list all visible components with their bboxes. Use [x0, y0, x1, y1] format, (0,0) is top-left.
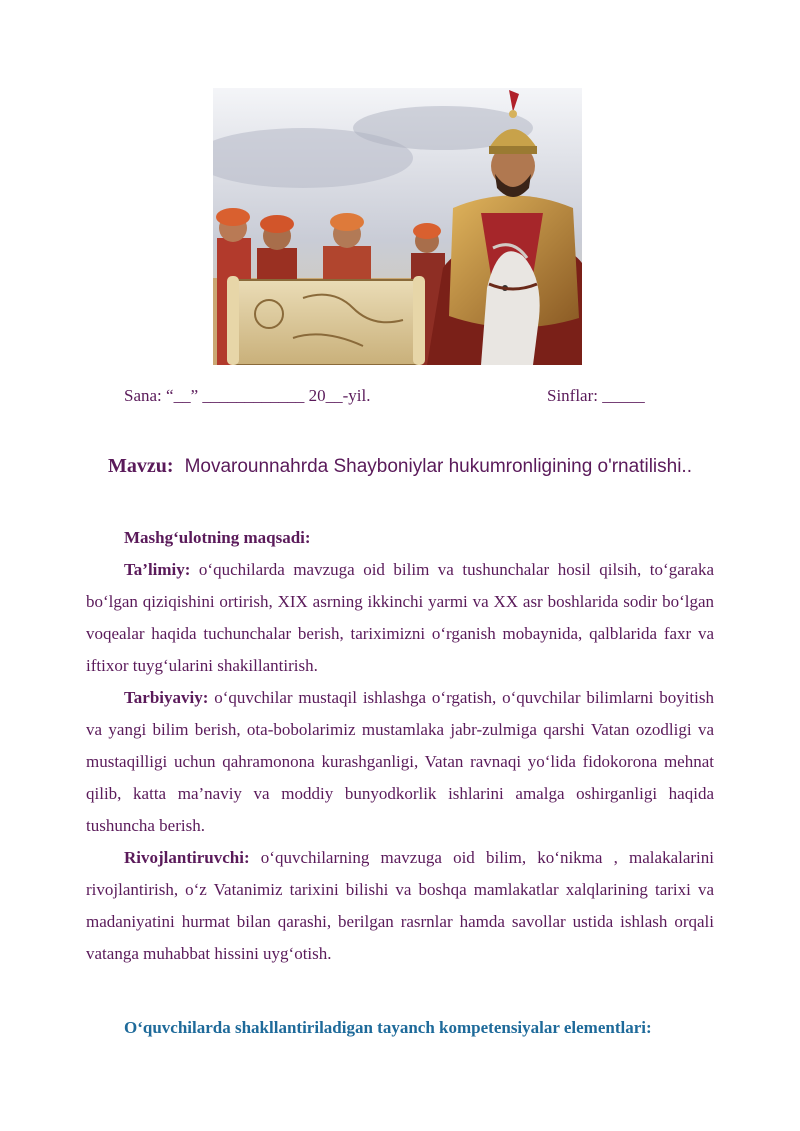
educational-label: Ta’limiy: [124, 560, 191, 579]
upbringing-goal [86, 682, 714, 842]
historical-illustration [213, 88, 582, 365]
topic-text: Movarounnahrda Shayboniylar hukumronligining o'rnatilishi.. [184, 456, 692, 477]
developmental-goal [86, 842, 714, 970]
goals-heading: Mashg‘ulotning maqsadi: [124, 528, 311, 547]
topic-label: Mavzu: [108, 455, 174, 477]
topic-title [86, 450, 714, 483]
date-field: Sana: “__” ____________ 20__-yil. [124, 386, 371, 405]
educational-goal [86, 554, 714, 682]
competence-heading: O‘quvchilarda shakllantiriladigan tayanch kompetensiyalar elementlari: [124, 1018, 652, 1037]
date-and-classes-line [124, 386, 714, 410]
upbringing-text: o‘quvchilar mustaqil ishlashga o‘rgatish, o‘quvchilar bilimlarni boyitish va yangi bilim berish, ota-bobolarimiz mustamlaka jabr-zulmiga qarshi Vatan ozodligi va mustaqilligi uchun qahramonona kurashganligi, Vatan ravnaqi yo‘lida fidokorona mehnat qilib, katta ma’naviy va moddiy bunyodkorlik ishlarini amalga oshirganligi haqida tushuncha berish. [86, 688, 714, 835]
developmental-text: o‘quvchilarning mavzuga oid bilim, ko‘nikma , malakalarini rivojlantirish, o‘z Vatanimiz tarixini bilishi va boshqa mamlakatlar xalqlarining tarixi va madaniyatini hurmat bilan qarashi, berilgan rasrnlar hamda savollar ustida ishlash orqali vatanga muhabbat hissini uyg‘otish. [86, 848, 714, 963]
educational-text: o‘quchilarda mavzuga oid bilim va tushunchalar hosil qilsih, to‘garaka bo‘lgan qiziqishini ortirish, XIX asrning ikkinchi yarmi va XX asr boshlarida sodir bo‘lgan voqealar haqida tuchunchalar berish, tariximizni o‘rganish mobaynida, qalblarida faxr va iftixor tuyg‘ularini shakillantirish. [86, 560, 714, 675]
classes-field: Sinflar: _____ [547, 386, 645, 405]
lesson-goals [86, 522, 714, 1044]
upbringing-label: Tarbiyaviy: [124, 688, 209, 707]
developmental-label: Rivojlantiruvchi: [124, 848, 250, 867]
